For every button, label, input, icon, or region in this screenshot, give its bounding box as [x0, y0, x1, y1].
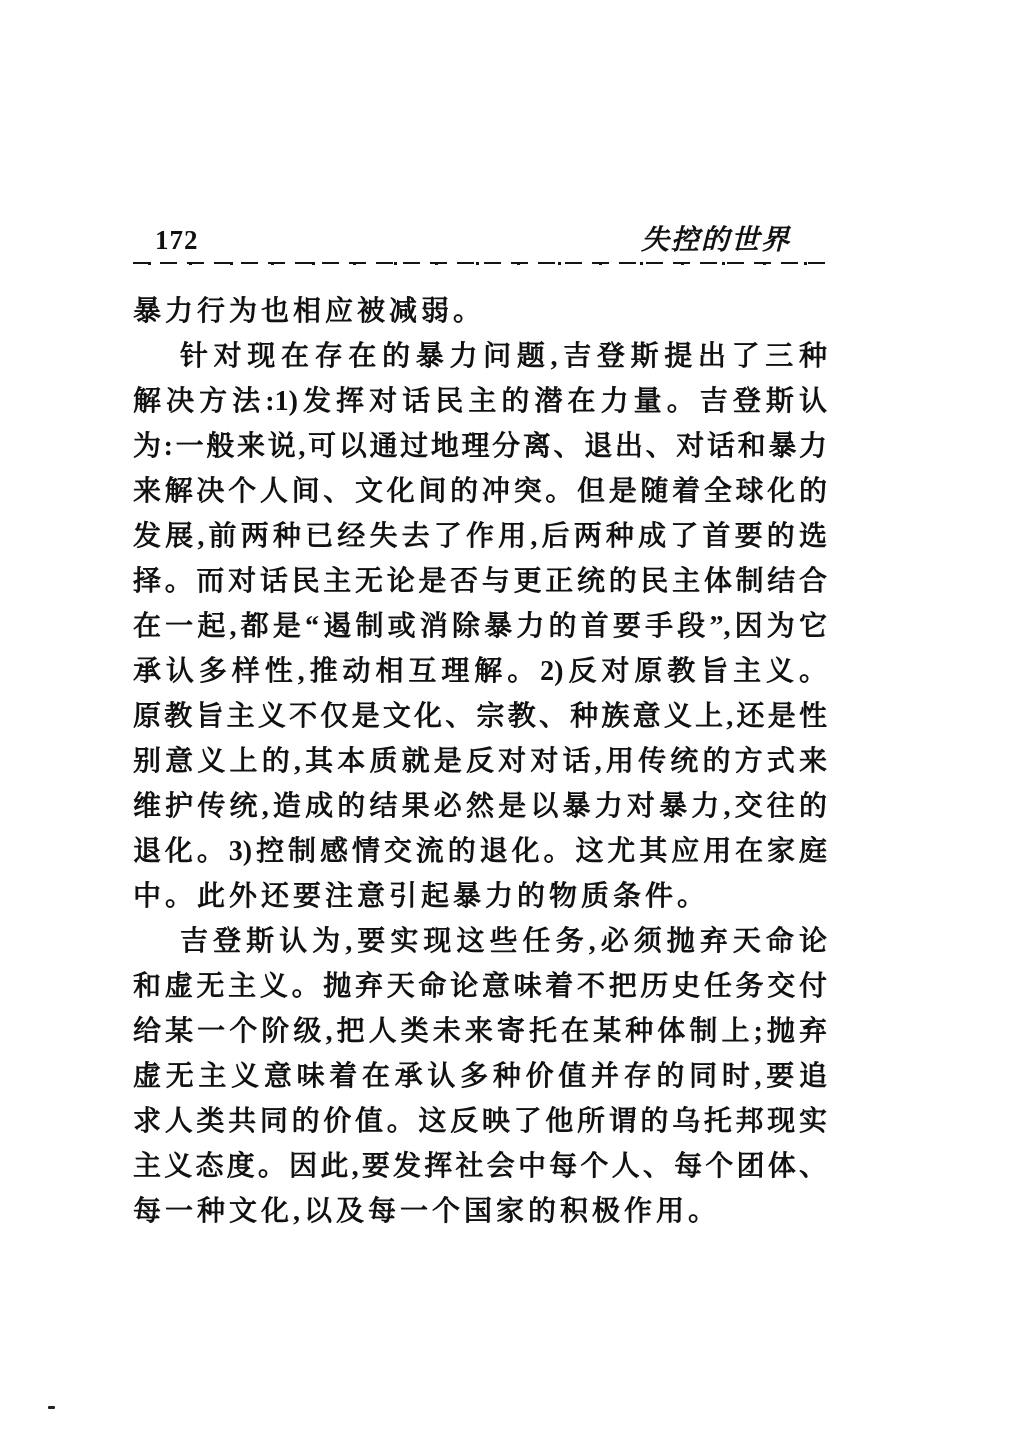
header-dashed-rule: [133, 262, 827, 265]
text-line: 暴力行为也相应被减弱。: [133, 296, 486, 327]
page-number: 172: [155, 225, 199, 255]
text-line: 求人类共同的价值。这反映了他所谓的乌托邦现实: [133, 1106, 827, 1137]
text-line: 择。而对话民主无论是否与更正统的民主体制结合: [133, 566, 827, 597]
text-line: 针对现在存在的暴力问题,吉登斯提出了三种: [180, 341, 827, 372]
text-line: 承认多样性,推动相互理解。2)反对原教旨主义。: [133, 656, 827, 687]
text-line: 退化。3)控制感情交流的退化。这尤其应用在家庭: [133, 836, 827, 867]
running-title: 失控的世界: [640, 225, 791, 256]
text-line: 给某一个阶级,把人类未来寄托在某种体制上;抛弃: [133, 1016, 827, 1047]
text-line: 来解决个人间、文化间的冲突。但是随着全球化的: [133, 476, 827, 507]
text-line: 解决方法:1)发挥对话民主的潜在力量。吉登斯认: [133, 386, 827, 417]
text-line: 在一起,都是“遏制或消除暴力的首要手段”,因为它: [133, 611, 827, 642]
text-line: 维护传统,造成的结果必然是以暴力对暴力,交往的: [133, 791, 827, 822]
text-line: 别意义上的,其本质就是反对对话,用传统的方式来: [133, 746, 827, 777]
text-line: 为:一般来说,可以通过地理分离、退出、对话和暴力: [133, 431, 827, 462]
body-text: [133, 289, 827, 1234]
page-header: [133, 218, 827, 254]
text-line: 主义态度。因此,要发挥社会中每个人、每个团体、: [133, 1151, 827, 1182]
text-line: 虚无主义意味着在承认多种价值并存的同时,要追: [133, 1061, 827, 1092]
scan-artifact-dot: [48, 1406, 55, 1409]
text-line: 发展,前两种已经失去了作用,后两种成了首要的选: [133, 521, 827, 552]
text-line: 和虚无主义。抛弃天命论意味着不把历史任务交付: [133, 971, 827, 1002]
text-line: 原教旨主义不仅是文化、宗教、种族意义上,还是性: [133, 701, 827, 732]
text-column: [133, 218, 827, 1234]
text-line: 吉登斯认为,要实现这些任务,必须抛弃天命论: [180, 926, 827, 957]
text-line: 中。此外还要注意引起暴力的物质条件。: [133, 881, 710, 912]
text-line: 每一种文化,以及每一个国家的积极作用。: [133, 1196, 721, 1227]
